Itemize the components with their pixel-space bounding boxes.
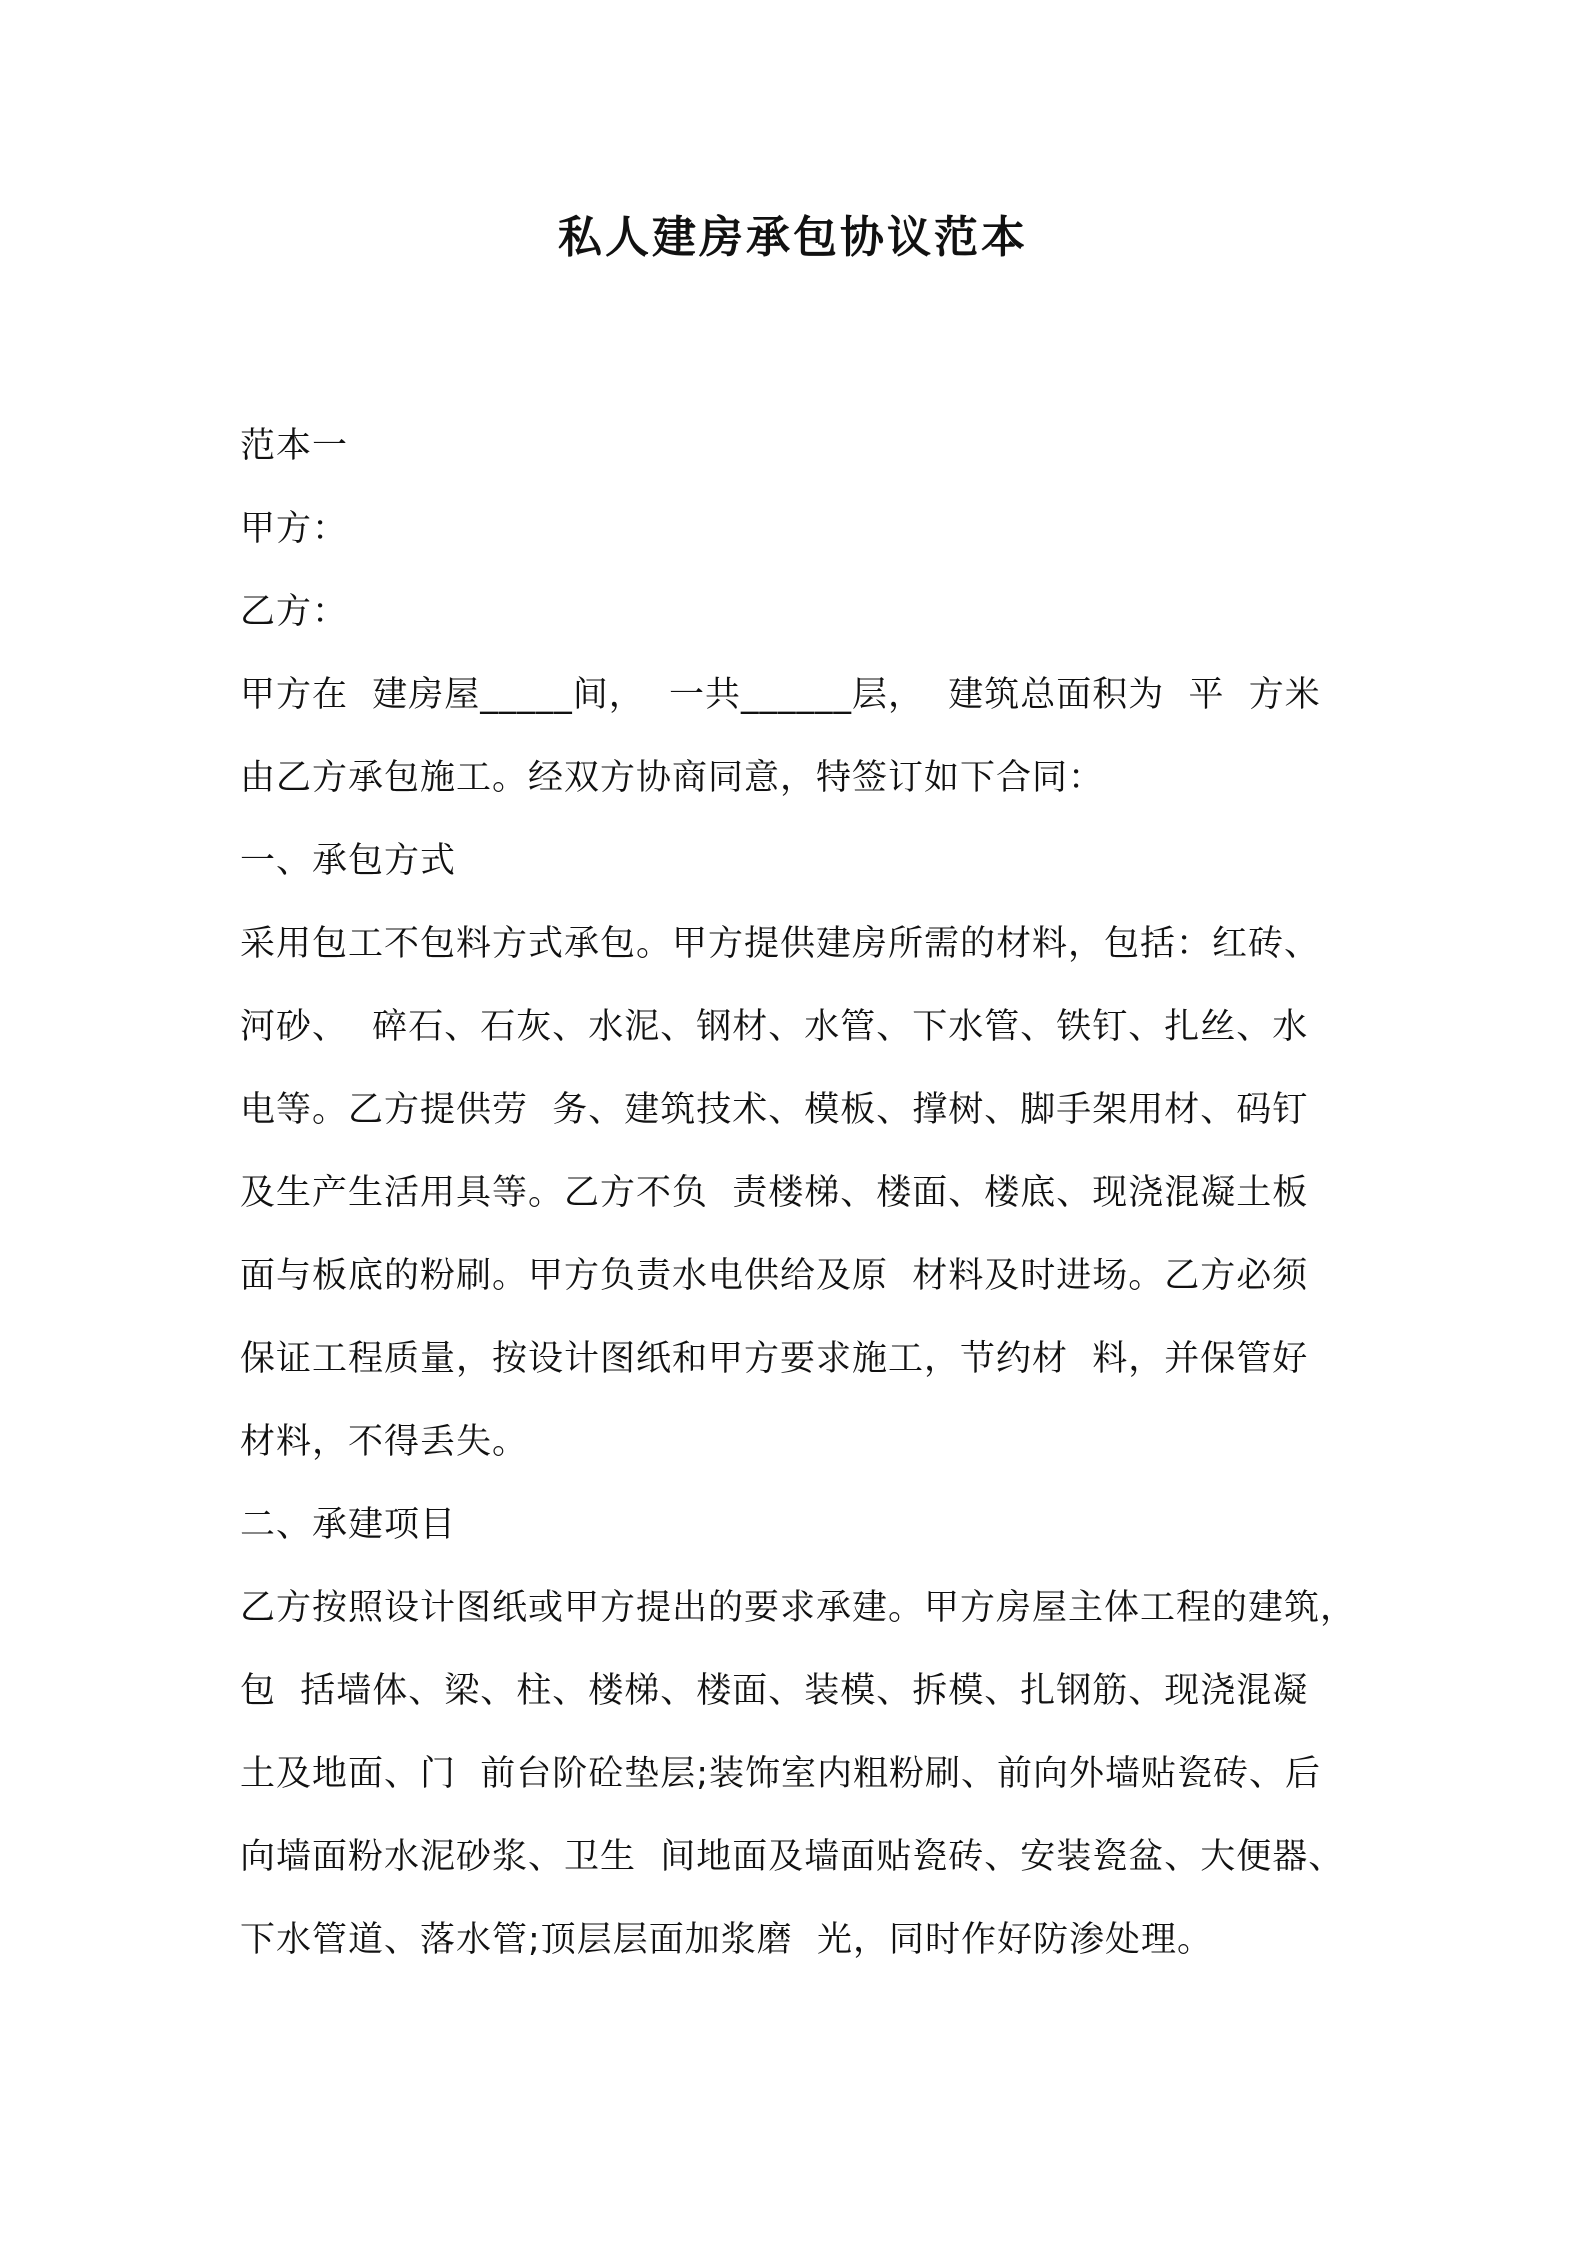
- section-heading-construction-items: 二、承建项目: [240, 1505, 457, 1545]
- party-b-label: 乙方：: [240, 592, 349, 632]
- body-line: 材料，不得丢失。: [240, 1422, 529, 1462]
- body-line: 及生产生活用具等。乙方不负 责楼梯、楼面、楼底、现浇混凝土板: [240, 1173, 1309, 1213]
- body-line: 采用包工不包料方式承包。甲方提供建房所需的材料，包括：红砖、: [240, 924, 1321, 964]
- party-a-label: 甲方：: [240, 509, 349, 549]
- body-line: 保证工程质量，按设计图纸和甲方要求施工，节约材 料，并保管好: [240, 1339, 1309, 1379]
- body-line: 面与板底的粉刷。甲方负责水电供给及原 材料及时进场。乙方必须: [240, 1256, 1309, 1296]
- section-heading-sample-one: 范本一: [240, 426, 349, 466]
- body-line: 下水管道、落水管;顶层层面加浆磨 光，同时作好防渗处理。: [240, 1920, 1214, 1960]
- section-heading-contract-method: 一、承包方式: [240, 841, 457, 881]
- body-line: 向墙面粉水泥砂浆、卫生 间地面及墙面贴瓷砖、安装瓷盆、大便器、: [240, 1837, 1345, 1877]
- document-body: [240, 405, 1360, 1982]
- body-line: 河砂、 碎石、石灰、水泥、钢材、水管、下水管、铁钉、扎丝、水: [240, 1007, 1309, 1047]
- body-line: 电等。乙方提供劳 务、建筑技术、模板、撑树、脚手架用材、码钉: [240, 1090, 1309, 1130]
- body-line: 包 括墙体、梁、柱、楼梯、楼面、装模、拆模、扎钢筋、现浇混凝: [240, 1671, 1309, 1711]
- body-line: 土及地面、门 前台阶砼垫层;装饰室内粗粉刷、前向外墙贴瓷砖、后: [240, 1754, 1322, 1794]
- body-line: 乙方按照设计图纸或甲方提出的要求承建。甲方房屋主体工程的建筑，: [240, 1588, 1357, 1628]
- body-line: 甲方在 建房屋_____间， 一共______层， 建筑总面积为 平 方米: [240, 675, 1321, 715]
- document-title: 私人建房承包协议范本: [558, 212, 1028, 263]
- body-line: 由乙方承包施工。经双方协商同意，特签订如下合同：: [240, 758, 1105, 798]
